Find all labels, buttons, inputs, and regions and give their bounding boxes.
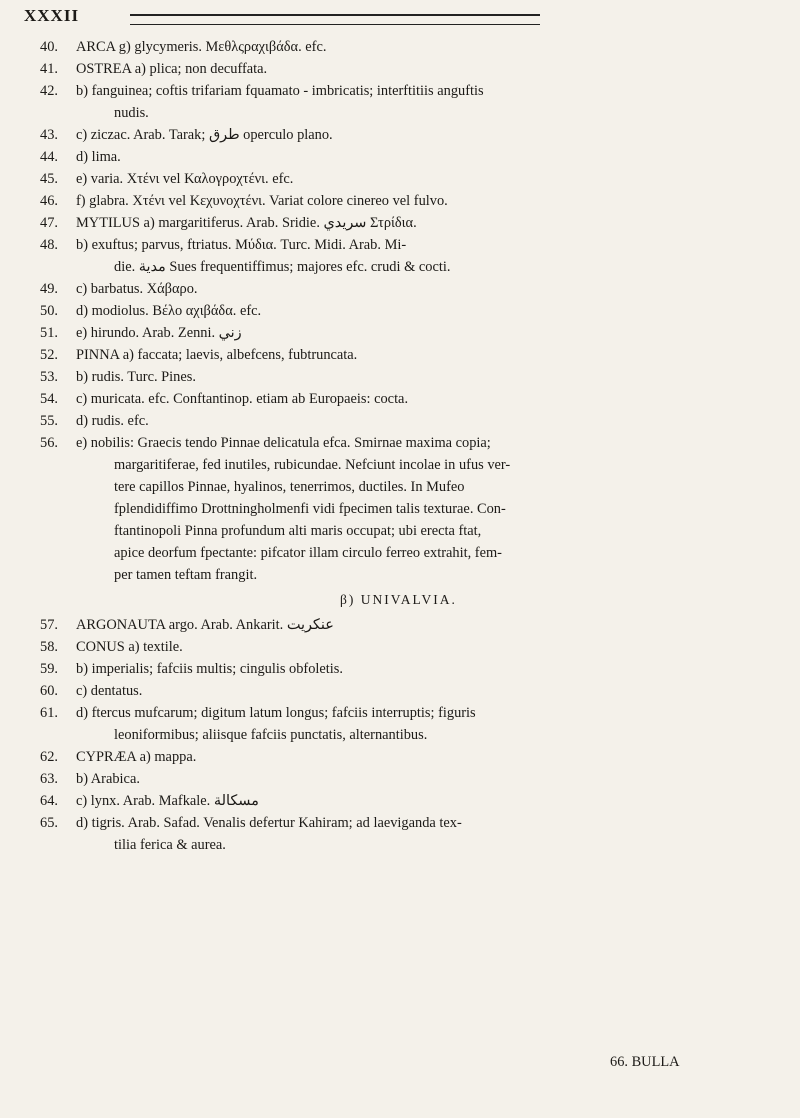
entry-number: 58. (40, 639, 58, 655)
entry-line (0, 768, 800, 790)
entry-number: 59. (40, 661, 58, 677)
page-number: XXXII (24, 6, 80, 25)
entry-continuation: tere capillos Pinnae, hyalinos, tenerrimos, ductiles. In Mufeo (114, 479, 465, 495)
entry-line (0, 212, 800, 234)
entry-line (0, 168, 800, 190)
entry-line (0, 366, 800, 388)
entry-text: f) glabra. Χτένι vel Κεχυνοχτένι. Variat colore cinereo vel fulvo. (76, 193, 448, 209)
entry-line (0, 234, 800, 256)
entry-line (0, 322, 800, 344)
entry-line (0, 124, 800, 146)
entry-text: ARCA g) glycymeris. Μεθλςραχιβάδα. efc. (76, 39, 327, 55)
entry-number: 48. (40, 237, 58, 253)
entry-text: MYTILUS a) margaritiferus. Arab. Sridie. سريدي Στρίδια. (76, 215, 417, 231)
entry-number: 42. (40, 83, 58, 99)
entry-text: CONUS a) textile. (76, 639, 183, 655)
entry-text: c) lynx. Arab. Mafkale. مسكالة (76, 793, 259, 809)
entry-number: 52. (40, 347, 58, 363)
entry-text: PINNA a) faccata; laevis, albefcens, fubtruncata. (76, 347, 358, 363)
entry-continuation: per tamen teftam frangit. (114, 567, 258, 583)
entry-line (0, 146, 800, 168)
entry-text: e) varia. Χτένι vel Καλογροχτένι. efc. (76, 171, 294, 187)
entry-number: 63. (40, 771, 58, 787)
entry-text: c) muricata. efc. Conftantinop. etiam ab Europaeis: cocta. (76, 391, 409, 407)
entry-number: 57. (40, 617, 58, 633)
entry-text: d) tigris. Arab. Safad. Venalis defertur Kahiram; ad laeviganda tex- (76, 815, 462, 831)
entry-line (0, 190, 800, 212)
entry-text: OSTREA a) plica; non decuffata. (76, 61, 268, 77)
entry-text: b) Arabica. (76, 771, 140, 787)
entry-number: 61. (40, 705, 58, 721)
entry-continuation: tilia ferica & aurea. (114, 837, 226, 853)
entry-number: 64. (40, 793, 58, 809)
entry-line (0, 702, 800, 724)
entry-number: 50. (40, 303, 58, 319)
entry-number: 40. (40, 39, 58, 55)
entry-number: 44. (40, 149, 58, 165)
entry-continuation: leoniformibus; aliisque fafciis punctatis, alternantibus. (114, 727, 428, 743)
catchword: 66. BULLA (610, 1054, 680, 1070)
entry-text: b) imperialis; fafciis multis; cingulis obfoletis. (76, 661, 343, 677)
entry-text: c) dentatus. (76, 683, 143, 699)
entry-continuation: apice deorfum fpectante: pifcator illam circulo ferreo extrahit, fem- (114, 545, 502, 561)
entry-number: 60. (40, 683, 58, 699)
entry-text: b) exuftus; parvus, ftriatus. Μύδια. Turc. Midi. Arab. Mi- (76, 237, 407, 253)
entry-text: CYPRÆA a) mappa. (76, 749, 197, 765)
entry-text: d) lima. (76, 149, 121, 165)
entry-number: 45. (40, 171, 58, 187)
entry-line (0, 636, 800, 658)
entry-text: ARGONAUTA argo. Arab. Ankarit. عنكريت (76, 617, 334, 633)
entry-line (0, 432, 800, 454)
entry-line (0, 614, 800, 636)
entry-text: b) fanguinea; coftis trifariam fquamato - imbricatis; interftitiis anguftis (76, 83, 484, 99)
entry-number: 65. (40, 815, 58, 831)
entry-text: c) barbatus. Χάβαρο. (76, 281, 198, 297)
entry-line (0, 680, 800, 702)
header-rule (130, 14, 540, 25)
entry-text: d) rudis. efc. (76, 413, 149, 429)
entry-line (0, 388, 800, 410)
entry-line (0, 812, 800, 834)
entry-text: d) modiolus. Βέλο αχιβάδα. efc. (76, 303, 262, 319)
entry-continuation: fplendidiffimo Drottningholmenfi vidi fpecimen talis texturae. Con- (114, 501, 506, 517)
entry-line (0, 80, 800, 102)
entries-bivalvia (0, 36, 800, 586)
entry-number: 49. (40, 281, 58, 297)
entry-line (0, 746, 800, 768)
entry-number: 54. (40, 391, 58, 407)
entry-text: d) ftercus mufcarum; digitum latum longus; fafciis interruptis; figuris (76, 705, 476, 721)
entry-line (0, 278, 800, 300)
entry-number: 41. (40, 61, 58, 77)
entry-continuation: margaritiferae, fed inutiles, rubicundae. Nefciunt incolae in ufus ver- (114, 457, 511, 473)
entry-number: 56. (40, 435, 58, 451)
entry-number: 62. (40, 749, 58, 765)
entry-line (0, 344, 800, 366)
entry-continuation: die. مدية Sues frequentiffimus; majores efc. crudi & cocti. (114, 259, 451, 275)
entry-line (0, 300, 800, 322)
entry-number: 46. (40, 193, 58, 209)
entry-number: 55. (40, 413, 58, 429)
entry-line (0, 790, 800, 812)
entries-univalvia (0, 614, 800, 856)
entry-line (0, 36, 800, 58)
entry-line (0, 658, 800, 680)
entry-number: 43. (40, 127, 58, 143)
entry-continuation: nudis. (114, 105, 149, 121)
entry-line (0, 58, 800, 80)
entry-text: c) ziczac. Arab. Tarak; طرق operculo plano. (76, 127, 333, 143)
page-body (0, 36, 800, 856)
entry-number: 51. (40, 325, 58, 341)
entry-line (0, 410, 800, 432)
entry-text: e) hirundo. Arab. Zenni. زني (76, 325, 242, 341)
section-title: β) UNIVALVIA. (340, 592, 457, 607)
entry-text: b) rudis. Turc. Pines. (76, 369, 196, 385)
entry-text: e) nobilis: Graecis tendo Pinnae delicatula efca. Smirnae maxima copia; (76, 435, 491, 451)
entry-number: 53. (40, 369, 58, 385)
entry-continuation: ftantinopoli Pinna profundum alti maris occupat; ubi erecta ftat, (114, 523, 482, 539)
entry-number: 47. (40, 215, 58, 231)
